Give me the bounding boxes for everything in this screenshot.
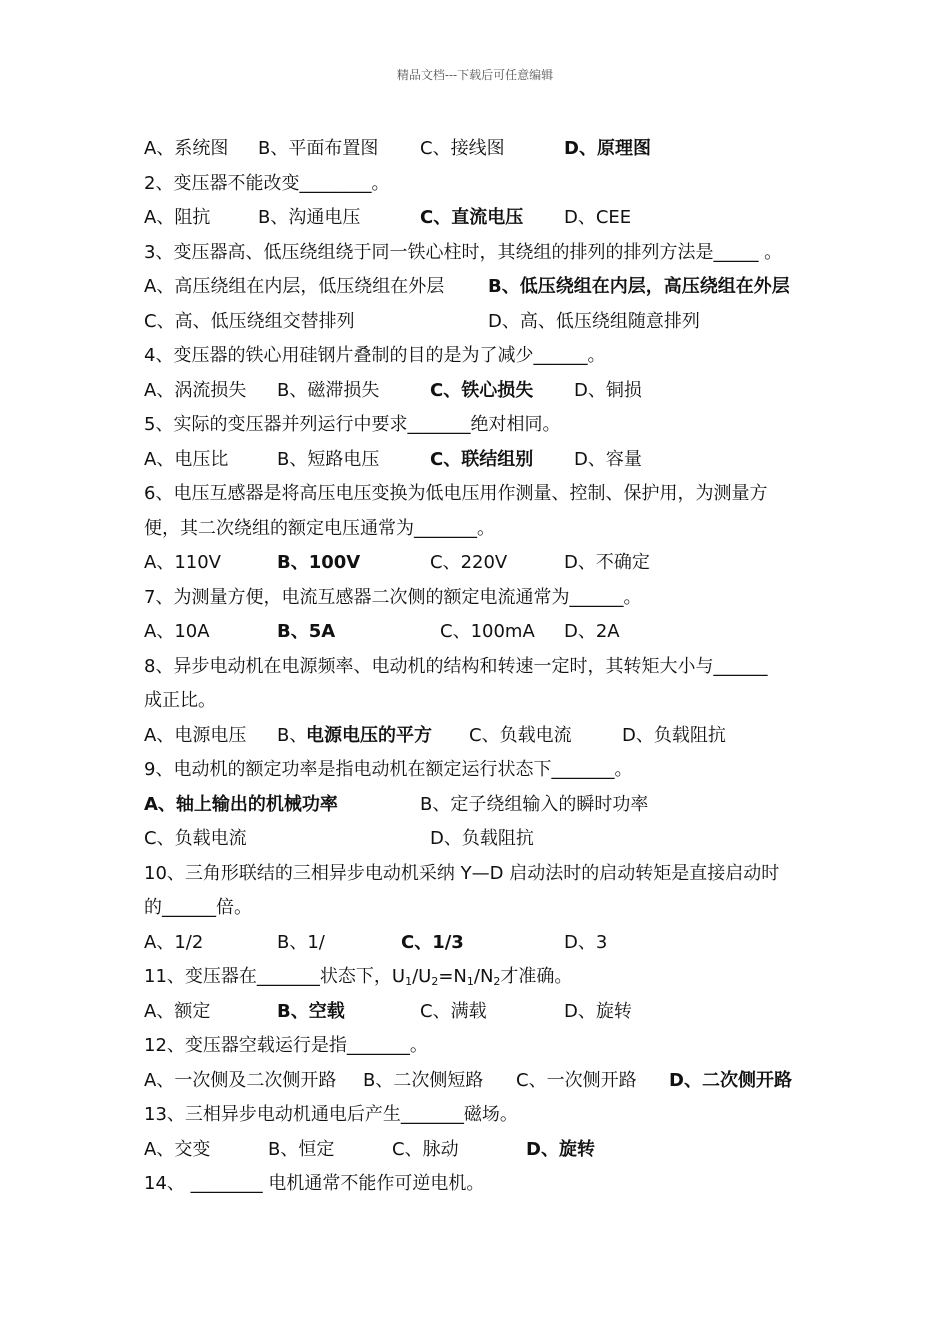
q13-option-a: A、交变 — [144, 1138, 211, 1160]
q8-options — [144, 719, 834, 754]
q7-stem: 7、为测量方便，电流互感器二次侧的额定电流通常为______。 — [144, 586, 642, 608]
q5-option-a: A、电压比 — [144, 448, 229, 470]
q3-option-b: B、低压绕组在内层，高压绕组在外层 — [488, 276, 790, 297]
q11-stem — [144, 960, 834, 995]
q3-options-ab — [144, 270, 834, 305]
page-header: 精品文档---下载后可任意编辑 — [396, 68, 554, 82]
q4-option-b: B、磁滞损失 — [277, 379, 380, 401]
q11-option-c: C、满载 — [420, 1000, 487, 1022]
q11-sub-3: 1 — [466, 975, 474, 988]
q4-stem: 4、变压器的铁心用硅钢片叠制的目的是为了减少______。 — [144, 345, 606, 366]
q4-option-c: C、铁心损失 — [430, 379, 534, 401]
q2-stem: 2、变压器不能改变________。 — [144, 172, 390, 194]
q9-option-c: C、负载电流 — [144, 828, 247, 849]
q10-stem-line1: 10、三角形联结的三相异步电动机采纳 Y—D 启动法时的启动转矩是直接启动时 — [144, 862, 780, 884]
q9-option-a: A、轴上输出的机械功率 — [144, 793, 338, 815]
q11-stem-pre: 11、变压器在_______状态下，U — [144, 966, 406, 987]
q11-sub-1: 1 — [405, 975, 413, 988]
q12-stem: 12、变压器空载运行是指_______。 — [144, 1035, 428, 1056]
q6-stem-line2: 便，其二次绕组的额定电压通常为_______。 — [144, 517, 495, 539]
q2-option-d: D、CEE — [564, 207, 632, 228]
q10-option-a: A、1/2 — [144, 931, 204, 953]
q11-options — [144, 995, 834, 1030]
q8-option-b: 电源电压的平方 — [306, 724, 432, 746]
q8-option-c: C、负载电流 — [469, 724, 572, 746]
q1-option-d: D、原理图 — [564, 138, 651, 159]
q1-option-c: C、接线图 — [420, 138, 505, 159]
q8-stem-line2: 成正比。 — [144, 690, 216, 711]
q11-sub-4: 2 — [493, 975, 501, 988]
q12-option-c: C、一次侧开路 — [516, 1069, 637, 1091]
q8-option-b-label: B、 — [277, 724, 308, 746]
q10-options — [144, 926, 834, 961]
q6-option-a: A、110V — [144, 552, 221, 573]
q13-option-c: C、脉动 — [392, 1138, 459, 1160]
q14-stem: 14、 ________ 电机通常不能作可逆电机。 — [144, 1173, 485, 1194]
q12-options — [144, 1064, 834, 1099]
q2-option-a: A、阻抗 — [144, 207, 211, 228]
q6-option-c: C、220V — [430, 552, 508, 573]
q7-option-d: D、2A — [564, 621, 620, 642]
q3-option-a: A、高压绕组在内层，低压绕组在外层 — [144, 276, 445, 297]
q1-option-a: A、系统图 — [144, 138, 229, 159]
q1-option-b: B、平面布置图 — [258, 138, 379, 159]
q12-option-b: B、二次侧短路 — [363, 1069, 484, 1091]
q3-stem: 3、变压器高、低压绕组绕于同一铁心柱时，其绕组的排列的排列方法是_____ 。 — [144, 241, 783, 263]
q9-stem: 9、电动机的额定功率是指电动机在额定运行状态下_______。 — [144, 759, 633, 780]
q8-option-a: A、电源电压 — [144, 724, 247, 746]
q13-option-b: B、恒定 — [268, 1138, 335, 1160]
q5-options — [144, 443, 834, 478]
q10-option-b: B、1/ — [277, 931, 325, 953]
q13-option-d: D、旋转 — [526, 1138, 595, 1160]
question-list — [144, 132, 834, 1202]
q9-options-ab — [144, 788, 834, 823]
q9-option-d: D、负载阻抗 — [430, 828, 534, 849]
q7-option-a: A、10A — [144, 621, 210, 642]
q5-option-d: D、容量 — [574, 448, 642, 470]
q10-option-c: C、1/3 — [401, 931, 464, 953]
q4-option-d: D、铜损 — [574, 379, 642, 401]
q7-options — [144, 615, 834, 650]
q11-option-a: A、额定 — [144, 1000, 211, 1022]
q2-option-b: B、沟通电压 — [258, 207, 361, 228]
q6-option-d: D、不确定 — [564, 552, 650, 573]
q13-stem: 13、三相异步电动机通电后产生_______磁场。 — [144, 1104, 518, 1125]
q3-option-c: C、高、低压绕组交替排列 — [144, 310, 355, 332]
q6-stem-line1: 6、电压互感器是将高压电压变换为低电压用作测量、控制、保护用，为测量方 — [144, 483, 768, 504]
q2-option-c: C、直流电压 — [420, 207, 524, 228]
q10-stem-line2: 的______倍。 — [144, 897, 252, 918]
q11-mid-2: =N — [438, 966, 467, 987]
q11-stem-post: 才准确。 — [500, 966, 573, 987]
q6-options — [144, 546, 834, 581]
q11-sub-2: 2 — [431, 975, 439, 988]
q9-option-b: B、定子绕组输入的瞬时功率 — [420, 793, 649, 815]
q6-option-b: B、100V — [277, 552, 361, 573]
q10-option-d: D、3 — [564, 931, 608, 953]
q8-stem-line1: 8、异步电动机在电源频率、电动机的结构和转速一定时，其转矩大小与______ — [144, 655, 768, 677]
q7-option-b: B、5A — [277, 621, 336, 642]
q11-mid-1: /U — [412, 966, 432, 987]
q9-options-cd — [144, 822, 834, 857]
q1-options — [144, 132, 834, 167]
q3-option-d: D、高、低压绕组随意排列 — [488, 310, 700, 332]
q4-options — [144, 374, 834, 409]
q13-options — [144, 1133, 834, 1168]
q5-option-c: C、联结组别 — [430, 448, 534, 470]
q5-stem: 5、实际的变压器并列运行中要求_______绝对相同。 — [144, 414, 561, 435]
q3-options-cd — [144, 305, 834, 340]
q7-option-c: C、100mA — [440, 621, 535, 642]
q12-option-d: D、二次侧开路 — [669, 1069, 792, 1091]
q12-option-a: A、一次侧及二次侧开路 — [144, 1069, 337, 1091]
q5-option-b: B、短路电压 — [277, 448, 380, 470]
q4-option-a: A、涡流损失 — [144, 379, 247, 401]
q11-option-b: B、空载 — [277, 1000, 345, 1022]
q11-mid-3: /N — [473, 966, 494, 987]
q2-options — [144, 201, 834, 236]
q8-option-d: D、负载阻抗 — [622, 724, 726, 746]
q11-option-d: D、旋转 — [564, 1000, 632, 1022]
